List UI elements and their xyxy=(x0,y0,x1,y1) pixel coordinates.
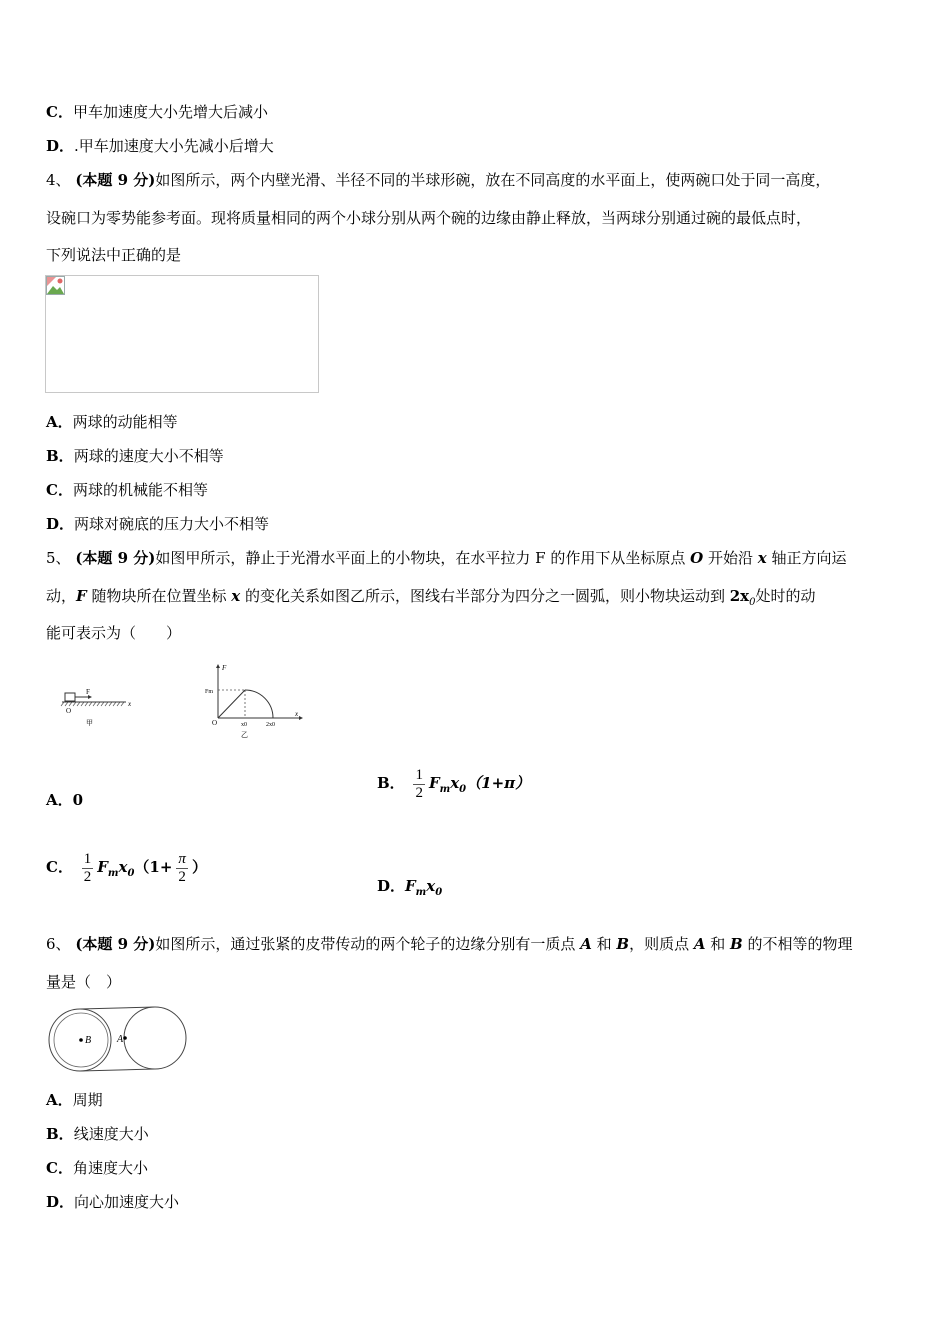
frac-num: π xyxy=(178,850,186,867)
q6-stem-line1 xyxy=(46,934,853,954)
stem-text: ，则质点 xyxy=(629,935,694,953)
subscript-m: m xyxy=(415,887,427,898)
option-text: 甲车加速度大小先增大后减小 xyxy=(72,103,268,121)
option-text: 两球的机械能不相等 xyxy=(72,481,208,499)
label-Fm: Fm xyxy=(205,689,214,695)
q3-option-c xyxy=(46,102,268,122)
fraction-one-half xyxy=(82,851,94,886)
var-F: F xyxy=(405,877,416,895)
stem-text: 轴正方向运 xyxy=(766,549,847,567)
option-letter: D． xyxy=(46,1193,75,1211)
option-letter: A． xyxy=(46,1091,73,1109)
var-A: A xyxy=(693,935,706,953)
option-tail: ） xyxy=(191,858,207,876)
question-number: 5、 xyxy=(46,549,71,567)
q5-option-d xyxy=(377,876,442,903)
label-x: x xyxy=(128,700,132,708)
var-F: F xyxy=(76,587,87,605)
option-text: 周期 xyxy=(72,1091,103,1109)
q6-stem-line2: 量是（ ） xyxy=(46,973,122,991)
fraction-one-half xyxy=(413,767,425,802)
var-F: F xyxy=(97,858,108,876)
point-A xyxy=(123,1036,127,1040)
subscript: 0 xyxy=(749,597,756,608)
stem-text: 和 xyxy=(591,935,617,953)
frac-den: 2 xyxy=(415,784,423,801)
var-A: A xyxy=(580,935,592,953)
option-text: 两球的动能相等 xyxy=(72,413,178,431)
label-F: F xyxy=(86,688,90,696)
stem-text: 如图所示，通过张紧的皮带传动的两个轮子的边缘分别有一质点 xyxy=(155,935,581,953)
broken-image-icon xyxy=(46,276,65,295)
subscript-m: m xyxy=(107,868,119,879)
q4-stem-line1 xyxy=(46,170,830,190)
q4-option-b xyxy=(46,446,224,466)
label-x0: x0 xyxy=(241,722,247,728)
question-tag: (本题 9 分) xyxy=(75,171,156,189)
q4-option-a xyxy=(46,412,178,432)
q6-option-b xyxy=(46,1124,149,1144)
q6-option-d xyxy=(46,1192,179,1212)
question-number: 4、 xyxy=(46,171,71,189)
option-text: 角速度大小 xyxy=(72,1159,148,1177)
label-A: A xyxy=(117,1034,124,1045)
subscript-0: 0 xyxy=(459,784,467,795)
var-2x0: 2x xyxy=(729,587,750,605)
caption-jia: 甲 xyxy=(86,719,93,727)
stem-text: 如图所示，两个内壁光滑、半径不同的半球形碗，放在不同高度的水平面上，使两碗口处于同一高度， xyxy=(155,171,831,189)
q4-stem-line2: 设碗口为零势能参考面。现将质量相同的两个小球分别从两个碗的边缘由静止释放，当两球分别通过碗的最低点时， xyxy=(46,209,812,227)
stem-text: 动， xyxy=(46,587,77,605)
label-x: x xyxy=(295,710,299,718)
question-tag: (本题 9 分) xyxy=(75,935,156,953)
option-letter: C． xyxy=(46,481,73,499)
q5-stem-line3: 能可表示为（ ） xyxy=(46,624,182,642)
var-x: x xyxy=(231,587,241,605)
q5-stem-line1 xyxy=(46,548,846,568)
q5-option-c xyxy=(46,850,207,891)
option-text: .甲车加速度大小先减小后增大 xyxy=(74,137,274,155)
stem-text: 处时的动 xyxy=(755,587,816,605)
var-B: B xyxy=(616,935,630,953)
option-text: 向心加速度大小 xyxy=(74,1193,180,1211)
q5-figure-yi xyxy=(203,662,313,742)
option-letter: D． xyxy=(46,137,75,155)
option-text: 两球对碗底的压力大小不相等 xyxy=(74,515,270,533)
subscript-0: 0 xyxy=(435,887,443,898)
var-F: F xyxy=(428,774,440,792)
option-text: 线速度大小 xyxy=(73,1125,149,1143)
q3-option-d xyxy=(46,136,274,156)
q4-option-d xyxy=(46,514,269,534)
stem-text: 开始沿 xyxy=(703,549,758,567)
q6-option-c xyxy=(46,1158,148,1178)
option-letter: C． xyxy=(46,858,73,876)
stem-text: 的不相等的物理 xyxy=(742,935,853,953)
var-x: x xyxy=(757,549,767,567)
option-text: 两球的速度大小不相等 xyxy=(73,447,224,465)
subscript-0: 0 xyxy=(127,868,135,879)
q4-option-c xyxy=(46,480,208,500)
var-x: x xyxy=(118,858,128,876)
label-2x0: 2x0 xyxy=(266,722,275,728)
linear-segment xyxy=(218,690,245,718)
option-mid: （1+ xyxy=(134,858,173,876)
q4-stem-line3: 下列说法中正确的是 xyxy=(46,246,182,264)
option-letter: B． xyxy=(46,1125,74,1143)
option-letter: D． xyxy=(377,877,406,895)
question-tag: (本题 9 分) xyxy=(75,549,156,567)
frac-num: 1 xyxy=(415,766,423,783)
subscript-m: m xyxy=(439,784,451,795)
label-O: O xyxy=(66,707,72,715)
label-B: B xyxy=(85,1035,92,1046)
frac-den: 2 xyxy=(178,868,186,885)
option-letter: A． xyxy=(46,791,73,809)
option-letter: A． xyxy=(46,413,73,431)
option-text: 0 xyxy=(72,791,84,809)
frac-num: 1 xyxy=(83,850,92,867)
caption-yi: 乙 xyxy=(241,731,248,739)
stem-text: 随物块所在位置坐标 xyxy=(86,587,232,605)
q5-option-a xyxy=(46,790,83,810)
stem-text: 如图甲所示，静止于光滑水平面上的小物块，在水平拉力 F 的作用下从坐标原点 xyxy=(155,549,691,567)
quarter-arc xyxy=(245,690,273,718)
option-letter: C． xyxy=(46,1159,73,1177)
option-letter: B． xyxy=(377,774,405,792)
point-B xyxy=(79,1038,83,1042)
var-x: x xyxy=(450,774,460,792)
option-tail: （1+π） xyxy=(466,774,531,792)
fraction-pi-half xyxy=(176,851,188,886)
stem-text: 的变化关系如图乙所示，图线右半部分为四分之一圆弧，则小物块运动到 xyxy=(240,587,730,605)
option-letter: B． xyxy=(46,447,74,465)
wheel-large xyxy=(124,1007,186,1069)
q6-option-a xyxy=(46,1090,103,1110)
q6-figure-belt-drive xyxy=(44,1004,190,1072)
option-letter: C． xyxy=(46,103,73,121)
label-O: O xyxy=(212,719,218,727)
var-x: x xyxy=(426,877,436,895)
var-B: B xyxy=(730,935,743,953)
stem-text: 和 xyxy=(705,935,731,953)
q4-figure-placeholder xyxy=(45,275,319,393)
block xyxy=(65,693,75,701)
q5-option-b xyxy=(377,766,530,807)
option-letter: D． xyxy=(46,515,75,533)
q5-figure-jia xyxy=(58,685,138,730)
frac-den: 2 xyxy=(83,868,92,885)
q5-stem-line2 xyxy=(46,586,816,613)
var-O: O xyxy=(690,549,704,567)
question-number: 6、 xyxy=(46,935,71,953)
label-F: F xyxy=(222,664,227,672)
